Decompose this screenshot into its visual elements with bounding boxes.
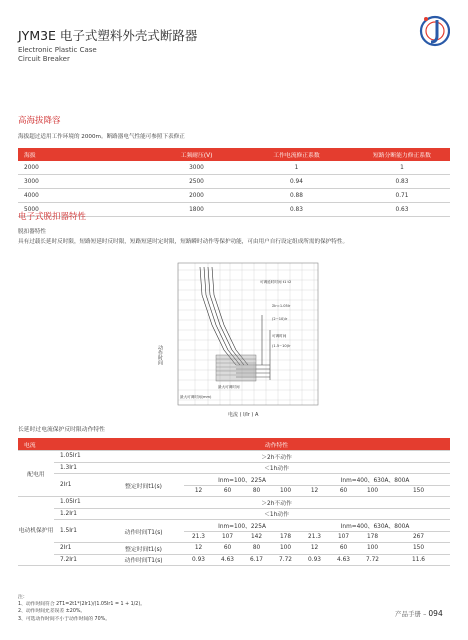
table-cell: Inm=100、225A <box>184 520 300 532</box>
table-cell: 3000 <box>18 175 154 189</box>
table-cell: 11.6 <box>387 554 450 566</box>
table-cell: 4000 <box>18 189 154 203</box>
table-row <box>18 520 450 532</box>
table-cell: 整定时间t1(s) <box>103 474 184 497</box>
table-cell: 107 <box>213 531 242 543</box>
chart-annotation: ΣIr=1.05Ir <box>272 304 291 308</box>
table-cell: 1.05Ir1 <box>54 451 103 463</box>
page-title: JYM3E 电子式塑料外壳式断路器 <box>18 28 198 43</box>
table-cell: 0.63 <box>354 203 450 217</box>
table-row <box>18 543 450 555</box>
table-cell: 100 <box>358 485 387 497</box>
table-cell: 60 <box>213 543 242 555</box>
table-cell: 1 <box>239 161 354 175</box>
trip-characteristics-subheading: 脱扣器特性 <box>18 229 46 235</box>
table-cell: 1.05Ir1 <box>54 497 103 509</box>
table-cell: 0.83 <box>239 203 354 217</box>
table-cell: 0.88 <box>239 189 354 203</box>
chart-x-axis-label: 电流 ( I/Ir ) A <box>228 412 259 418</box>
notes <box>18 594 145 623</box>
table-cell: 0.71 <box>354 189 450 203</box>
chart-y-axis-label: 动作时间 <box>157 345 163 365</box>
table-row <box>18 189 450 203</box>
chart-annotation: 最大可调时间(mm) <box>180 395 212 399</box>
table-row <box>18 474 450 486</box>
table-cell: 21.3 <box>184 531 213 543</box>
table-cell: 配电用 <box>18 451 54 497</box>
chart-annotation: (1.5~10)Ir <box>272 344 291 348</box>
table-header-cell: 电流 <box>18 438 103 451</box>
table-row <box>18 462 450 474</box>
table-cell: ＞2h不动作 <box>103 451 450 463</box>
table-cell: 3000 <box>154 161 239 175</box>
table-header-row <box>18 148 450 161</box>
table-cell: Inm=400、630A、800A <box>300 520 450 532</box>
table-cell: 60 <box>329 485 358 497</box>
table-cell: 60 <box>213 485 242 497</box>
table-cell: ＜1h动作 <box>103 462 450 474</box>
table-cell: 0.93 <box>300 554 329 566</box>
table-header-cell: 动作特性 <box>103 438 450 451</box>
trip-description: 具有过载长延时反时限，短路短延时反时限，短路短延时定时限，短路瞬时动作等保护功能，可由用户自行设定组成所需的保护特性。 <box>18 239 349 245</box>
table-cell: ＜1h动作 <box>103 508 450 520</box>
table-cell: 12 <box>184 543 213 555</box>
table-cell: 7.2Ir1 <box>54 554 103 566</box>
table-cell: 5000 <box>18 203 154 217</box>
table-cell: 2500 <box>154 175 239 189</box>
table-cell: 107 <box>329 531 358 543</box>
table-row <box>18 508 450 520</box>
table-header-cell: 短路分断能力修正系数 <box>354 148 450 161</box>
table-cell: 0.94 <box>239 175 354 189</box>
table-cell: 1800 <box>154 203 239 217</box>
chart-annotation: 最大可调时间 <box>218 385 240 389</box>
table-cell: 1.2Ir1 <box>54 508 103 520</box>
table-header-cell: 工频耐压(V) <box>154 148 239 161</box>
table-cell: ＞2h不动作 <box>103 497 450 509</box>
table-cell: 80 <box>242 485 271 497</box>
section-heading-altitude: 高海拔降容 <box>18 116 61 126</box>
table-cell: 0.93 <box>184 554 213 566</box>
table-cell: 1 <box>354 161 450 175</box>
altitude-description: 海拔超过适用工作环境的 2000m。断路器电气性能可参照下表修正 <box>18 134 185 140</box>
table-cell: 整定时间t1(s) <box>103 543 184 555</box>
table-cell: 178 <box>358 531 387 543</box>
altitude-table <box>18 148 450 217</box>
table-cell: 267 <box>387 531 450 543</box>
table-cell: 12 <box>300 485 329 497</box>
brand-logo-icon <box>418 14 450 48</box>
table-cell: 电动机保护用 <box>18 497 54 566</box>
table-header-cell: 海拔 <box>18 148 154 161</box>
table-header-cell: 工作电流修正系数 <box>239 148 354 161</box>
table-cell: 2000 <box>154 189 239 203</box>
table-cell: 12 <box>300 543 329 555</box>
table-cell: 150 <box>387 543 450 555</box>
table-cell: 60 <box>329 543 358 555</box>
table-cell: 2Ir1 <box>54 543 103 555</box>
table-cell: 动作时间T1(s) <box>103 554 184 566</box>
table-cell: 4.63 <box>213 554 242 566</box>
table-cell: 12 <box>184 485 213 497</box>
table-row <box>18 161 450 175</box>
page-number: 094 <box>428 609 443 618</box>
page-footer: 产品手册 – 094 <box>395 609 443 618</box>
table-cell: 6.17 <box>242 554 271 566</box>
footer-label: 产品手册 <box>395 610 421 618</box>
table-cell: 142 <box>242 531 271 543</box>
table-cell: 21.3 <box>300 531 329 543</box>
table-cell: Inm=400、630A、800A <box>300 474 450 486</box>
notes-title: 注： <box>18 595 28 600</box>
chart-annotation: 可调延时时间 t1 t2 <box>260 280 292 284</box>
table-cell: 2000 <box>18 161 154 175</box>
table-cell: 1.3Ir1 <box>54 462 103 474</box>
table-cell: 动作时间T1(s) <box>103 520 184 543</box>
subtitle-line-1: Electronic Plastic Case <box>18 46 97 54</box>
table-cell: 4.63 <box>329 554 358 566</box>
table-row <box>18 554 450 566</box>
table-cell: 100 <box>271 485 300 497</box>
note-item: 3、可选动作时间不小于动作时间的 70%。 <box>18 616 110 622</box>
table-cell: 0.83 <box>354 175 450 189</box>
table-cell: 7.72 <box>358 554 387 566</box>
table-row <box>18 175 450 189</box>
table-cell: 80 <box>242 543 271 555</box>
note-item: 1、动作时间符合 2T1=2t1*(2Ir1)/(1.05Ir1 = 1 + 1/2)。 <box>18 602 146 608</box>
table-cell: 2Ir1 <box>54 474 103 497</box>
table-cell: Inm=100、225A <box>184 474 300 486</box>
table-cell: 1.5Ir1 <box>54 520 103 543</box>
long-time-curves <box>200 267 248 365</box>
section-heading-trip-unit: 电子式脱扣器特性 <box>18 212 87 222</box>
subtitle-line-2: Circuit Breaker <box>18 55 70 63</box>
table-cell: 100 <box>271 543 300 555</box>
long-time-table-title: 长延时过电流保护反时限动作特性 <box>18 427 105 433</box>
table-row <box>18 497 450 509</box>
table-cell: 100 <box>358 543 387 555</box>
table-cell: 150 <box>387 485 450 497</box>
chart-annotation: 可调时间 <box>272 334 287 338</box>
chart-annotation: (2~10)Ir <box>272 317 288 321</box>
table-row <box>18 451 450 463</box>
table-cell: 178 <box>271 531 300 543</box>
chart-gridlines <box>178 263 318 405</box>
table-cell: 7.72 <box>271 554 300 566</box>
trip-curve-chart <box>150 255 330 420</box>
long-time-characteristic-table <box>18 438 450 566</box>
note-item: 2、动作时间允差误差 ±20%。 <box>18 609 86 615</box>
table-header-row <box>18 438 450 451</box>
